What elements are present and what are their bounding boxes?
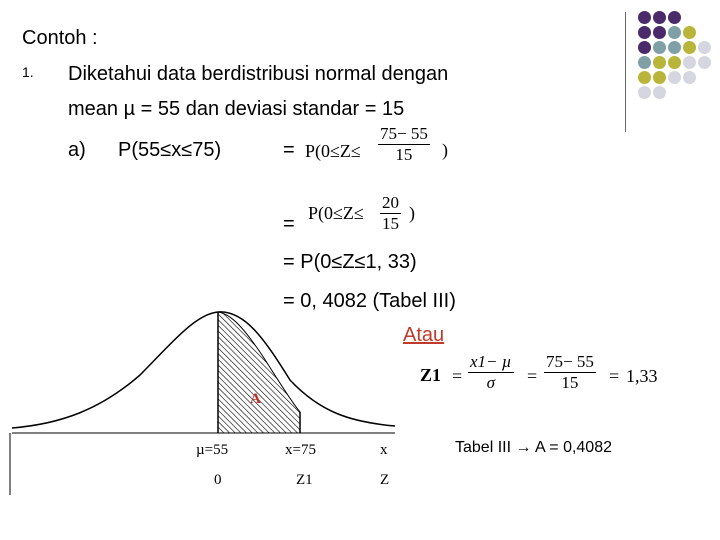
z-formula-eq1: = — [452, 366, 463, 386]
decorative-dot — [668, 71, 681, 84]
decorative-dot — [653, 71, 666, 84]
equals-sign-1: = — [283, 139, 295, 161]
axis-label-z1: Z1 — [296, 472, 313, 488]
decorative-dot — [683, 56, 696, 69]
decorative-dot — [683, 71, 696, 84]
decorative-dot — [638, 41, 651, 54]
decorative-dot — [698, 56, 711, 69]
decorative-divider — [625, 12, 626, 132]
step1-fraction: $\frac{75- 55}{15}$ — [380, 124, 428, 164]
step2-fraction: $\frac{20}{15}$ — [382, 193, 399, 233]
equals-sign-2: = — [283, 213, 295, 235]
decorative-dot — [668, 11, 681, 24]
step2-suffix: ) — [409, 203, 415, 223]
part-a-expression: P(55≤x≤75) — [118, 139, 222, 161]
z-formula-result: 1,33 — [626, 366, 658, 386]
table-note: Tabel III → A = 0,4082 — [455, 439, 612, 456]
step4-line: = 0, 4082 (Tabel III) — [283, 290, 456, 312]
z-formula-eq3: = — [609, 366, 620, 386]
z-formula-lhs: Z1 — [420, 365, 442, 385]
decorative-dot — [668, 41, 681, 54]
z-formula-fraction-1: x1− µ σ — [470, 352, 512, 392]
decorative-dot — [638, 86, 651, 99]
decorative-dot-grid — [638, 11, 718, 121]
decorative-dot — [683, 26, 696, 39]
problem-line-2: mean µ = 55 dan deviasi standar = 15 — [68, 98, 405, 120]
axis-label-mu: µ=55 — [196, 442, 229, 458]
decorative-dot — [653, 11, 666, 24]
atau-label: Atau — [403, 324, 445, 346]
normal-curve-diagram — [0, 300, 410, 500]
decorative-dot — [638, 11, 651, 24]
axis-label-x: x — [380, 442, 388, 458]
area-label-a: A — [250, 391, 261, 407]
decorative-dot — [653, 26, 666, 39]
step2-prefix: P(0≤Z≤ — [308, 203, 364, 223]
axis-label-zero: 0 — [214, 472, 222, 488]
step1-prefix: P(0≤Z≤ — [305, 141, 361, 161]
decorative-dot — [653, 41, 666, 54]
item-number: 1. — [22, 64, 34, 80]
slide-title: Contoh : — [22, 27, 98, 49]
decorative-dot — [638, 56, 651, 69]
step1-suffix: ) — [442, 140, 448, 160]
step3-line: = P(0≤Z≤1, 33) — [283, 251, 417, 273]
decorative-dot — [653, 86, 666, 99]
z-formula-fraction-2: $\frac{75- 55}{15}$ — [546, 352, 594, 392]
z-formula-eq2: = — [527, 366, 538, 386]
decorative-dot — [668, 26, 681, 39]
axis-label-z: Z — [380, 472, 390, 488]
decorative-dot — [653, 56, 666, 69]
decorative-dot — [668, 56, 681, 69]
decorative-dot — [698, 41, 711, 54]
axis-label-x75: x=75 — [285, 442, 316, 458]
decorative-dot — [638, 71, 651, 84]
problem-line-1: Diketahui data berdistribusi normal dengan — [68, 63, 449, 85]
shaded-area — [218, 312, 300, 433]
normal-curve — [12, 312, 395, 428]
decorative-dot — [638, 26, 651, 39]
decorative-dot — [683, 41, 696, 54]
part-a-label: a) — [68, 139, 86, 161]
